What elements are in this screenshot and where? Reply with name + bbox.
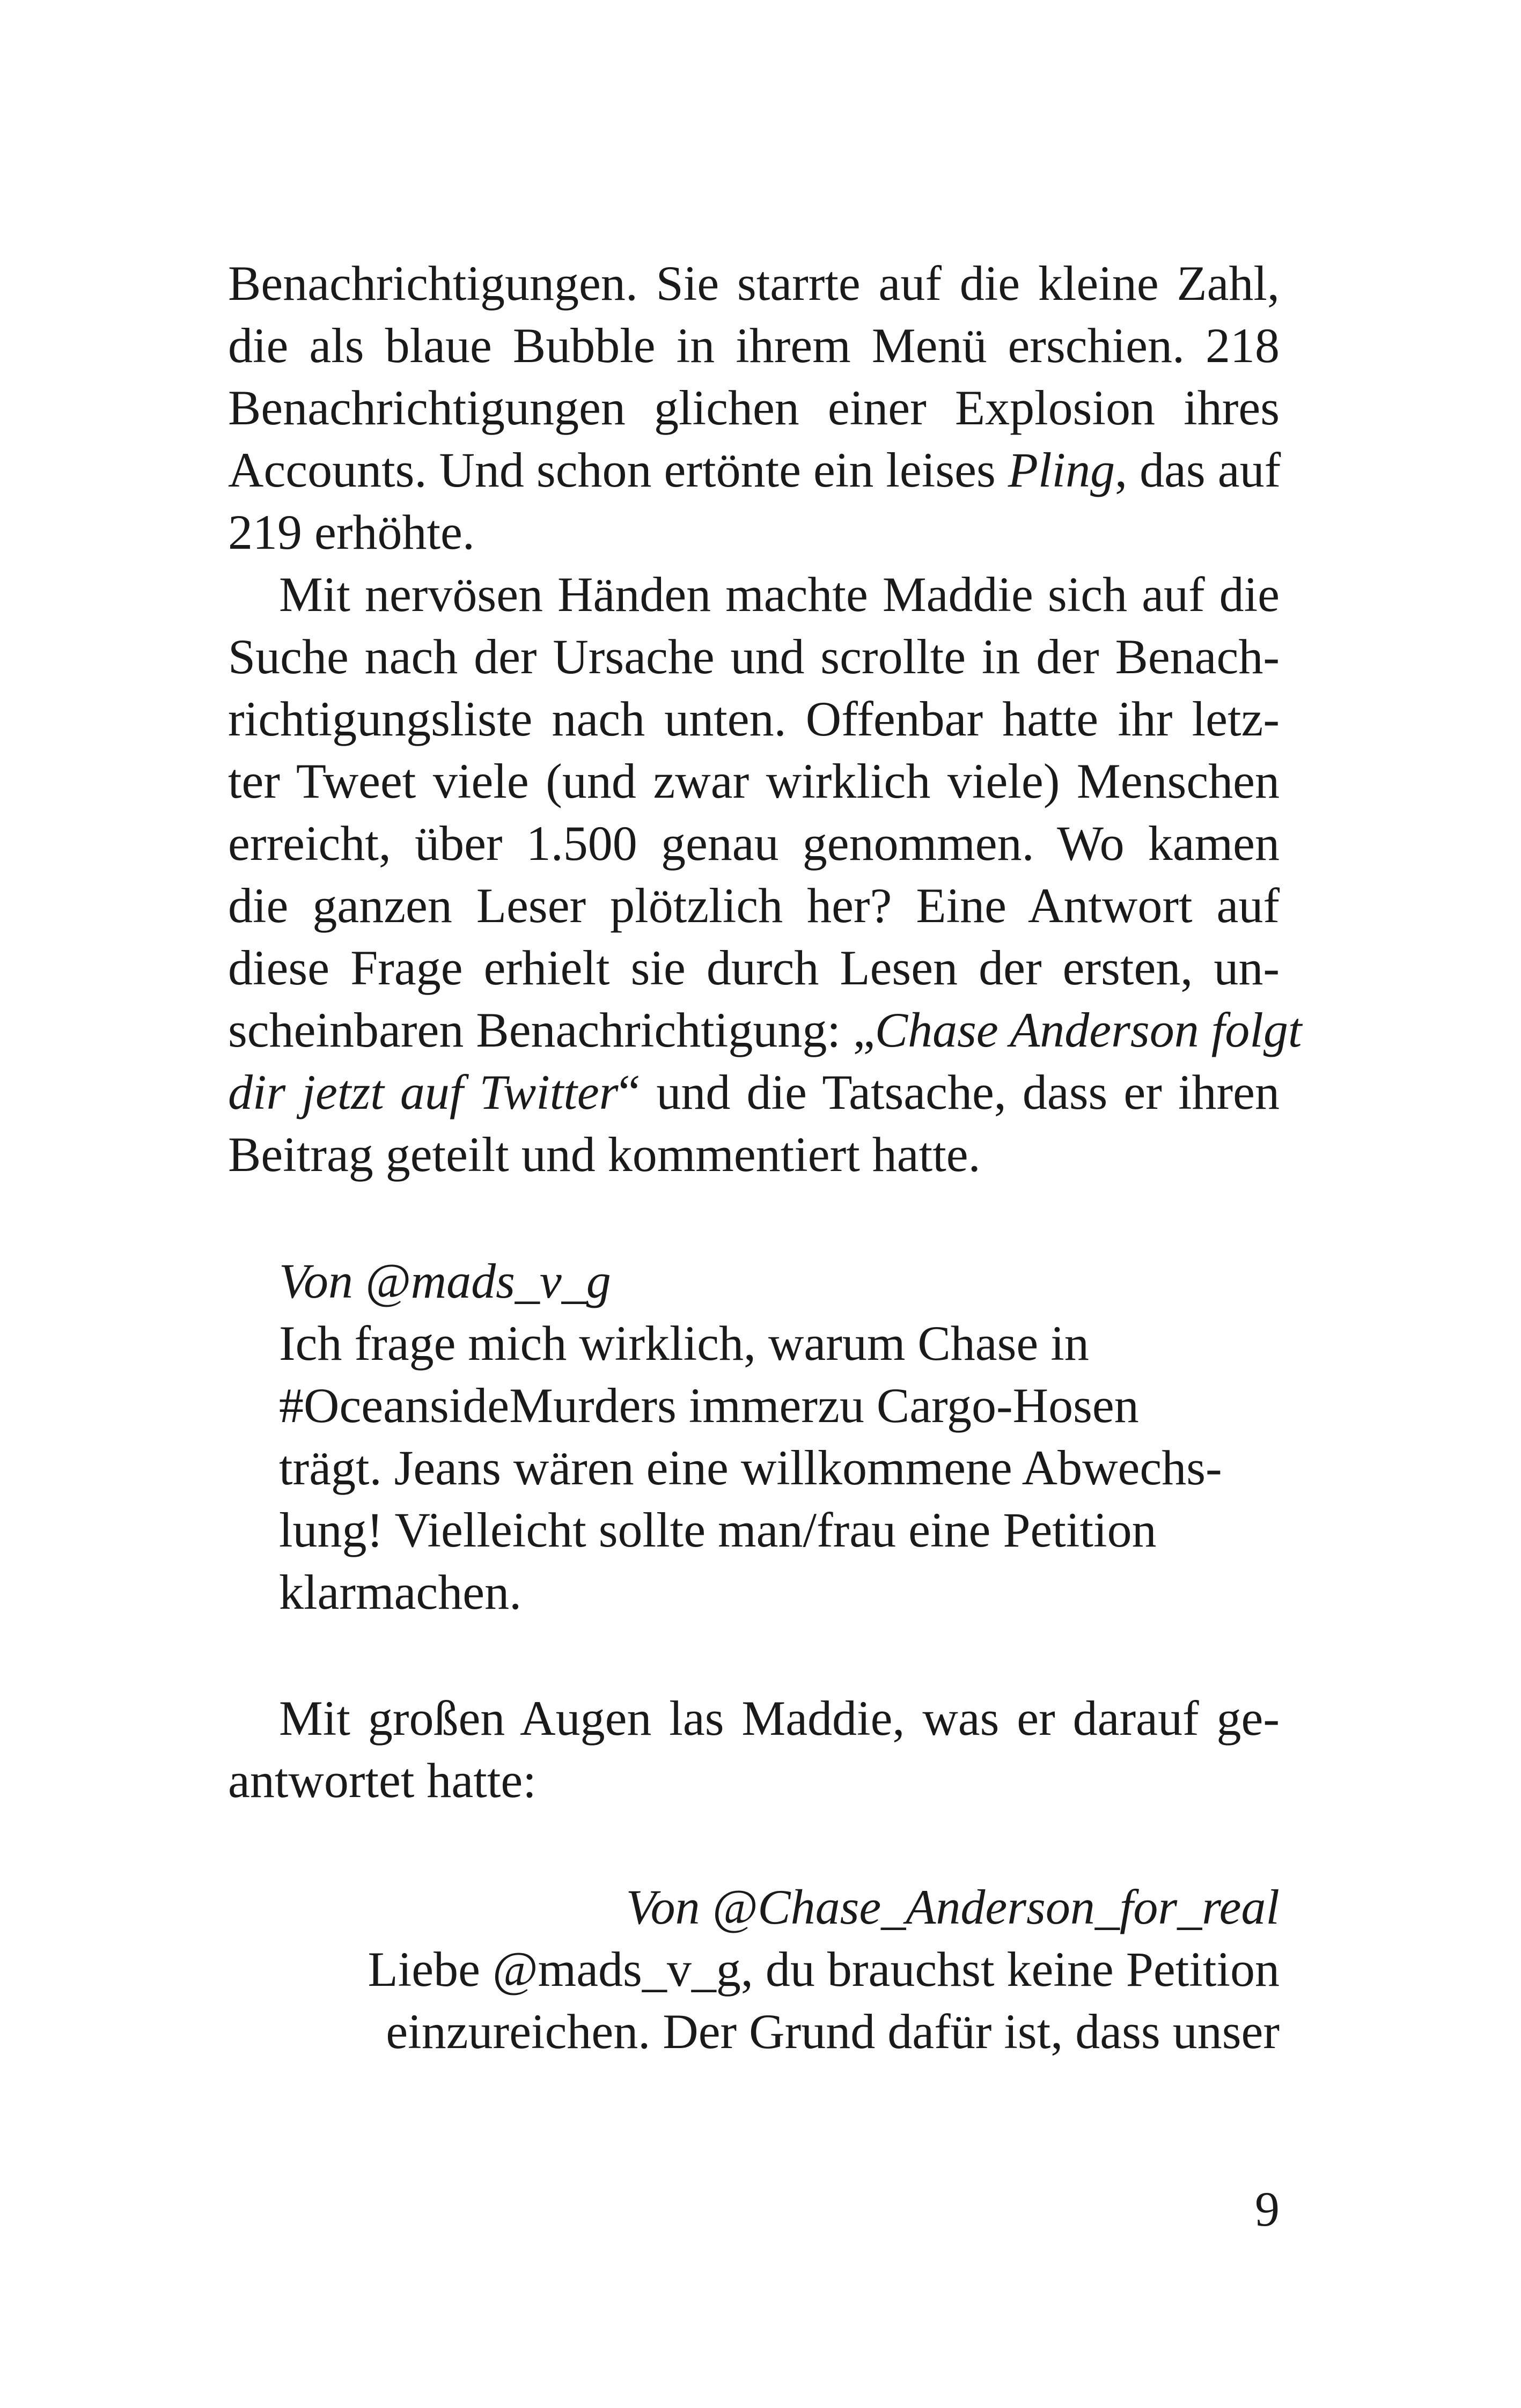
paragraph2-line-5: erreicht, über 1.500 genau genommen. Wo kamen bbox=[228, 816, 1280, 871]
tweet1-line-3: trägt. Jeans wären eine willkommene Abwechs- bbox=[279, 1440, 1222, 1495]
tweet1-line-5: klarmachen. bbox=[279, 1565, 522, 1619]
tweet2-line-1: Liebe @mads_v_g, du brauchst keine Petition bbox=[368, 1942, 1280, 1997]
tweet1-line-2: #OceansideMurders immerzu Cargo-Hosen bbox=[279, 1378, 1139, 1433]
paragraph1-line-1: Benachrichtigungen. Sie starrte auf die kleine Zahl, bbox=[228, 256, 1280, 311]
paragraph1-line-4-pre: Accounts. Und schon ertönte ein leises bbox=[228, 443, 1008, 497]
paragraph3-line-1: Mit großen Augen las Maddie, was er darauf ge- bbox=[279, 1691, 1280, 1746]
paragraph2-line-9 bbox=[228, 1061, 1280, 1123]
paragraph2-line-1: Mit nervösen Händen machte Maddie sich auf die bbox=[279, 567, 1280, 622]
paragraph2-line-9-post: “ und die Tatsache, dass er ihren bbox=[618, 1065, 1280, 1120]
paragraph1-line-5: 219 erhöhte. bbox=[228, 505, 475, 559]
tweet1-line-1: Ich frage mich wirklich, warum Chase in bbox=[279, 1316, 1089, 1371]
paragraph1-line-2: die als blaue Bubble in ihrem Menü erschien. 218 bbox=[228, 318, 1280, 373]
paragraph2-line-8-emphasis: Chase Anderson folgt bbox=[875, 1003, 1302, 1057]
paragraph1-line-4-post: , das auf bbox=[1115, 443, 1281, 497]
tweet1-header: Von @mads_v_g bbox=[279, 1254, 611, 1308]
paragraph2-line-4: ter Tweet viele (und zwar wirklich viele) Menschen bbox=[228, 754, 1280, 808]
paragraph2-line-7: diese Frage erhielt sie durch Lesen der ersten, un- bbox=[228, 940, 1280, 995]
paragraph1-line-4-emphasis: Pling bbox=[1008, 443, 1115, 497]
paragraph2-line-6: die ganzen Leser plötzlich her? Eine Antwort auf bbox=[228, 878, 1280, 933]
paragraph2-line-10: Beitrag geteilt und kommentiert hatte. bbox=[228, 1127, 981, 1182]
paragraph2-line-8 bbox=[228, 999, 1302, 1061]
paragraph1-line-4 bbox=[228, 439, 1280, 501]
paragraph1-line-3: Benachrichtigungen glichen einer Explosion ihres bbox=[228, 380, 1280, 435]
tweet2-line-2: einzureichen. Der Grund dafür ist, dass unser bbox=[386, 2004, 1280, 2059]
page-number: 9 bbox=[1255, 2182, 1280, 2236]
paragraph3-line-2: antwortet hatte: bbox=[228, 1753, 537, 1808]
tweet2-header: Von @Chase_Anderson_for_real bbox=[626, 1880, 1280, 1934]
paragraph2-line-3: richtigungsliste nach unten. Offenbar hatte ihr letz- bbox=[228, 691, 1280, 746]
paragraph2-line-8-pre: scheinbaren Benachrichtigung: „ bbox=[228, 1003, 875, 1057]
paragraph2-line-9-emphasis: dir jetzt auf Twitter bbox=[228, 1065, 619, 1120]
tweet1-line-4: lung! Vielleicht sollte man/frau eine Petition bbox=[279, 1503, 1157, 1557]
paragraph2-line-2: Suche nach der Ursache und scrollte in der Benach- bbox=[228, 629, 1280, 684]
